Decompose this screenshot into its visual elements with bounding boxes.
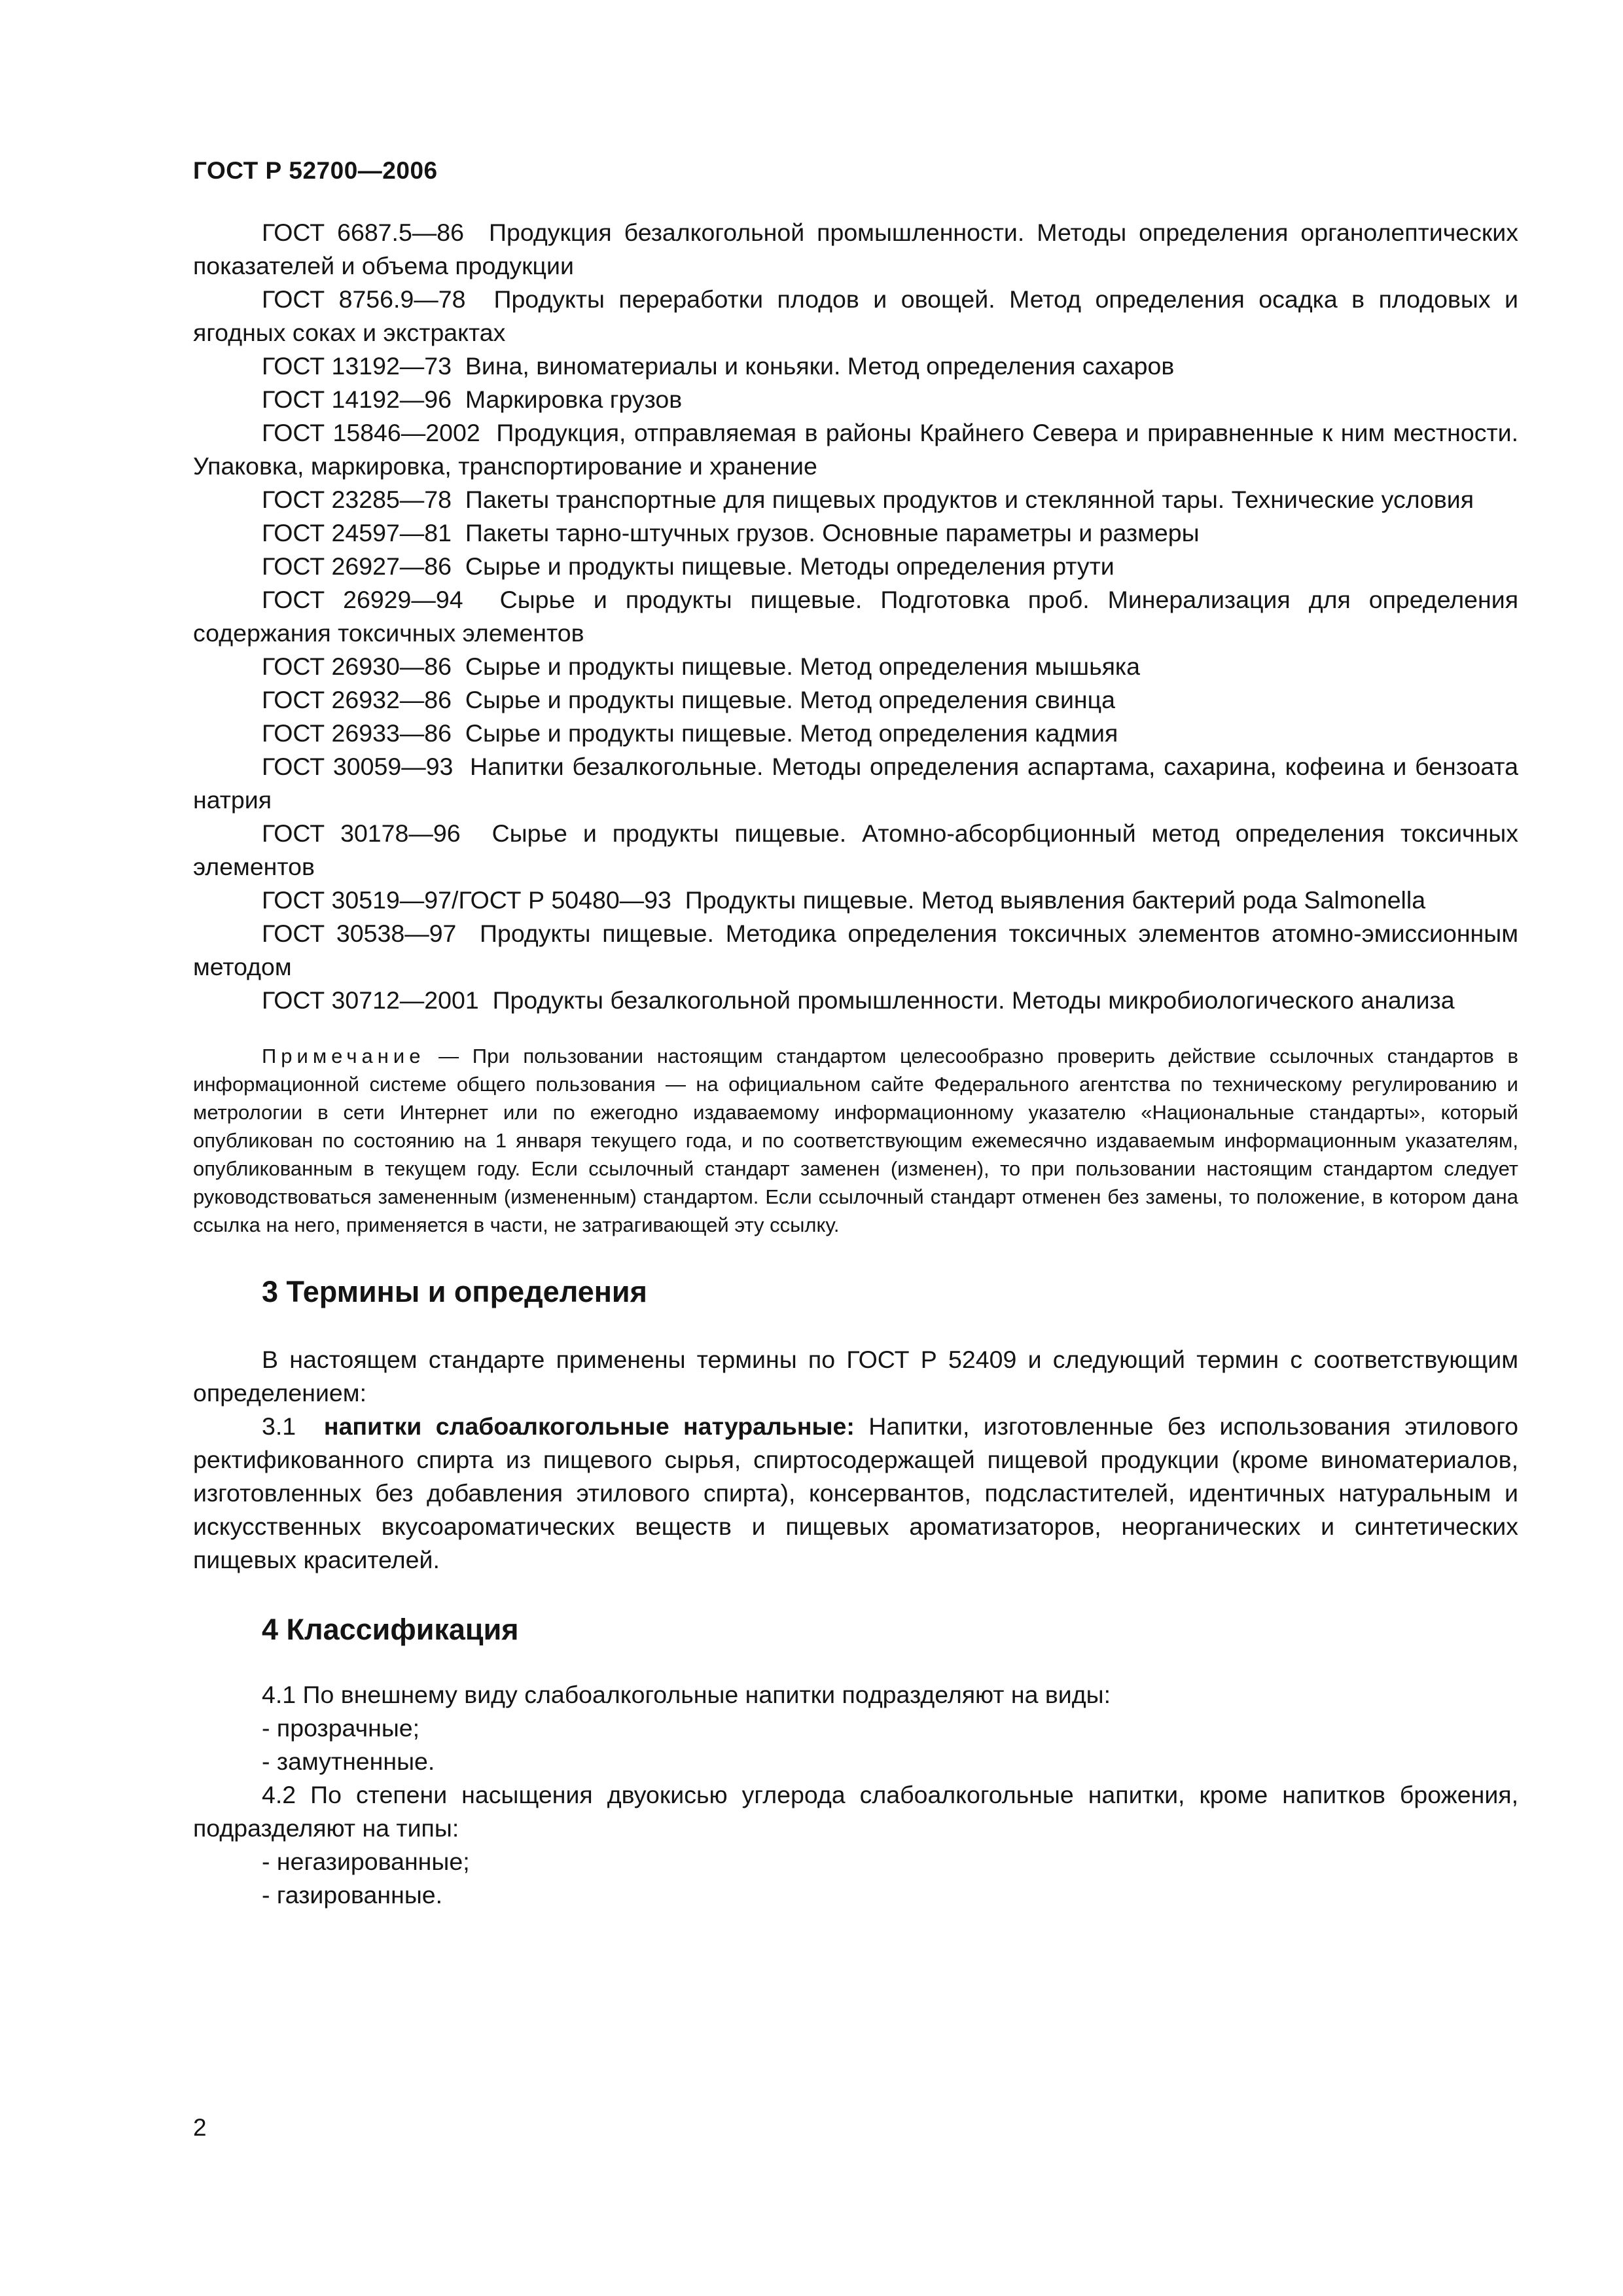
reference-item [193,283,1518,350]
term-name: напитки слабоалкогольные натуральные: [323,1412,855,1440]
reference-code: ГОСТ 15846—2002 [262,419,480,446]
reference-note [193,1042,1518,1239]
reference-title: Сырье и продукты пищевые. Подготовка проб. Минерализация для определения содержания токсичных элементов [193,586,1519,647]
reference-item [193,383,1518,416]
reference-item [193,216,1518,283]
reference-code: ГОСТ 8756.9—78 [262,285,466,313]
note-text: — При пользовании настоящим стандартом целесообразно проверить действие ссылочных стандартов в информационной системе общего пользования — на официальном сайте Федерального агентства по техническому регулированию и метрологии в сети Интернет или по ежегодно издаваемому информационному указателю «Национальные стандарты», который опубликован по состоянию на 1 января текущего года, и по соответствующим ежемесячно издаваемым информационным указателям, опубликованным в текущем году. Если ссылочный стандарт заменен (изменен), то при пользовании настоящим стандартом следует руководствоваться замененным (измененным) стандартом. Если ссылочный стандарт отменен без замены, то положение, в котором дана ссылка на него, применяется в части, не затрагивающей эту ссылку. [193,1045,1518,1236]
clause-4-2: 4.2 По степени насыщения двуокисью углерода слабоалкогольные напитки, кроме напитков брожения, подразделяют на типы: [193,1781,1518,1842]
section-3-intro: В настоящем стандарте применены термины по ГОСТ Р 52409 и следующий термин с соответствующим определением: [193,1346,1518,1407]
reference-item [193,817,1518,884]
list-item: - прозрачные; [262,1714,420,1742]
reference-item [193,884,1518,917]
reference-title: Продукты переработки плодов и овощей. Метод определения осадка в плодовых и ягодных соках и экстрактах [193,285,1519,346]
reference-item [193,717,1518,750]
reference-item [193,550,1518,583]
section-3-heading: 3 Термины и определения [262,1275,647,1308]
reference-item [193,516,1518,550]
reference-item [193,416,1518,483]
reference-item [193,984,1518,1017]
reference-title: Напитки безалкогольные. Методы определения аспартама, сахарина, кофеина и бензоата натрия [193,753,1518,814]
standard-code-header: ГОСТ Р 52700—2006 [193,157,438,184]
reference-title: Продукты безалкогольной промышленности. Методы микробиологического анализа [492,986,1455,1014]
note-label: Примечание [262,1045,425,1067]
reference-title: Продукты пищевые. Метод выявления бактерий рода Salmonella [685,886,1426,914]
reference-code: ГОСТ 26930—86 [262,653,452,680]
reference-title: Сырье и продукты пищевые. Метод определения свинца [465,686,1115,713]
reference-item [193,350,1518,383]
reference-code: ГОСТ 14192—96 [262,386,452,413]
clause-4-1: 4.1 По внешнему виду слабоалкогольные напитки подразделяют на виды: [262,1681,1111,1708]
reference-code: ГОСТ 30178—96 [262,819,461,847]
reference-item [193,917,1518,984]
document-page [193,157,1518,1912]
reference-code: ГОСТ 23285—78 [262,486,452,513]
reference-item [193,650,1518,683]
reference-code: ГОСТ 30519—97/ГОСТ Р 50480—93 [262,886,671,914]
reference-title: Сырье и продукты пищевые. Метод определения мышьяка [465,653,1141,680]
reference-title: Сырье и продукты пищевые. Методы определения ртути [465,552,1115,580]
reference-item [193,583,1518,650]
page-number: 2 [193,2114,207,2141]
list-item: - замутненные. [262,1748,435,1775]
reference-title: Сырье и продукты пищевые. Атомно-абсорбционный метод определения токсичных элементов [193,819,1519,880]
reference-code: ГОСТ 26933—86 [262,719,452,747]
reference-code: ГОСТ 30538—97 [262,920,457,947]
reference-code: ГОСТ 26927—86 [262,552,452,580]
reference-title: Пакеты транспортные для пищевых продуктов и стеклянной тары. Технические условия [465,486,1474,513]
reference-title: Маркировка грузов [465,386,683,413]
reference-code: ГОСТ 30059—93 [262,753,454,780]
reference-item [193,483,1518,516]
term-text: Напитки, изготовленные без использования этилового ректификованного спирта из пищевого сырья, спиртосодержащей пищевой продукции (кроме виноматериалов, изготовленных без добавления этилового спирта), консервантов, подсластителей, идентичных натуральным и искусственных вкусоароматических веществ и пищевых ароматизаторов, неорганических и синтетических пищевых красителей. [193,1412,1518,1573]
reference-title: Продукты пищевые. Методика определения токсичных элементов атомно-эмиссионным методом [193,920,1518,980]
reference-title: Пакеты тарно-штучных грузов. Основные параметры и размеры [465,519,1200,547]
reference-title: Продукция, отправляемая в районы Крайнего Севера и приравненные к ним местности. Упаковка, маркировка, транспортирование и хранение [193,419,1518,480]
term-number: 3.1 [262,1412,296,1440]
list-item: - негазированные; [262,1848,470,1875]
reference-code: ГОСТ 30712—2001 [262,986,479,1014]
reference-code: ГОСТ 26932—86 [262,686,452,713]
reference-code: ГОСТ 26929—94 [262,586,463,613]
reference-code: ГОСТ 6687.5—86 [262,219,465,246]
reference-item [193,750,1518,817]
reference-code: ГОСТ 24597—81 [262,519,452,547]
reference-code: ГОСТ 13192—73 [262,352,452,380]
reference-title: Сырье и продукты пищевые. Метод определения кадмия [465,719,1118,747]
section-4-heading: 4 Классификация [262,1613,519,1646]
reference-item [193,683,1518,717]
reference-title: Продукция безалкогольной промышленности. Методы определения органолептических показателей и объема продукции [193,219,1518,279]
term-definition [193,1410,1518,1577]
normative-references-list [193,216,1518,1017]
reference-title: Вина, виноматериалы и коньяки. Метод определения сахаров [465,352,1175,380]
list-item: - газированные. [262,1881,443,1909]
